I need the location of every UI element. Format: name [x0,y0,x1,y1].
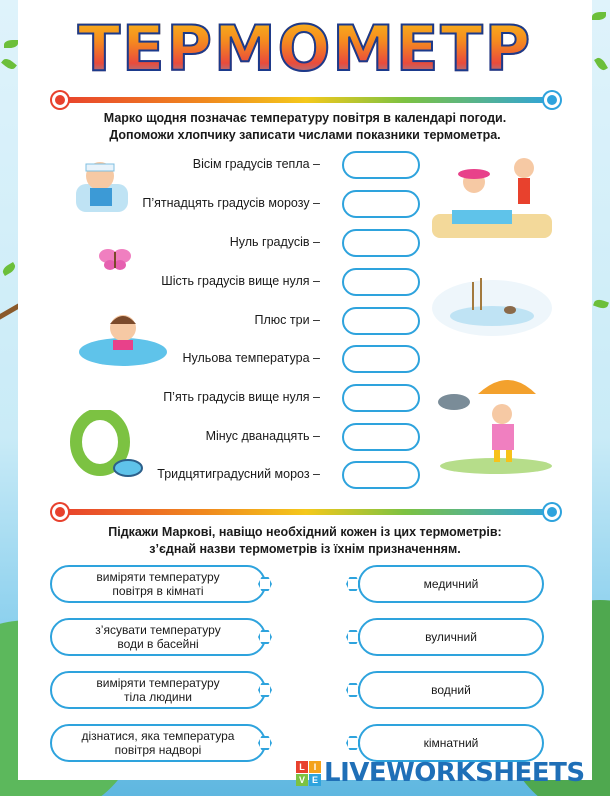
divider-dot-right [544,92,560,108]
answer-input-5[interactable] [342,307,420,335]
leaf-decoration [1,56,17,71]
answer-input-4[interactable] [342,268,420,296]
thermometer-item-4[interactable]: кімнатний [358,724,544,762]
temperature-label: П’ятнадцять градусів морозу – [142,196,320,210]
rainbow-divider-top [58,97,554,103]
rain-girl-illustration [436,370,556,474]
purpose-text-line2: тіла людини [124,690,192,704]
temperature-label: Вісім градусів тепла – [192,157,320,171]
logo-mark-icon [296,761,321,786]
task1-instruction-line2: Допоможи хлопчику записати числами показники термометра. [109,128,501,142]
purpose-text-line1: дізнатися, яка температура [81,729,235,743]
temperature-label: П’ять градусів вище нуля – [163,390,320,404]
sick-boy-illustration [66,148,136,218]
logo-mark-letter: E [309,774,321,786]
swim-ring-and-mask-illustration [70,410,150,486]
temperature-label: Шість градусів вище нуля – [161,274,320,288]
thermometer-item-2[interactable]: вуличний [358,618,544,656]
logo-mark-letter: V [296,774,308,786]
divider-dot-right [544,504,560,520]
temperature-label: Плюс три – [254,313,320,327]
page-title: ТЕРМОМЕТР [18,12,592,85]
answer-input-6[interactable] [342,345,420,373]
purpose-item-3[interactable] [50,671,266,709]
answer-input-2[interactable] [342,190,420,218]
leaf-decoration [4,40,18,48]
purpose-text-line1: з’ясувати температуру [95,623,221,637]
beach-children-illustration [432,150,552,240]
purpose-text-line2: повітря в кімнаті [112,584,204,598]
purpose-item-1[interactable] [50,565,266,603]
temperature-label: Тридцятиградусний мороз – [157,467,320,481]
task1-instruction [38,110,572,144]
purpose-text-line1: виміряти температуру [96,570,220,584]
task2-instruction-line1: Підкажи Маркові, навіщо необхідний кожен із цих термометрів: [108,525,502,539]
logo-mark-letter: I [309,761,321,773]
answer-input-8[interactable] [342,423,420,451]
rainbow-divider-middle [58,509,554,515]
worksheet-paper [18,0,592,780]
liveworksheets-logo[interactable] [296,758,585,788]
butterfly-icon [98,246,132,272]
leaf-decoration [594,56,608,72]
thermometer-item-1[interactable]: медичний [358,565,544,603]
task2-instruction-line2: з’єднай назви термометрів із їхнім призначенням. [149,542,461,556]
temperature-label: Нуль градусів – [229,235,320,249]
purpose-text-line1: виміряти температуру [96,676,220,690]
purpose-item-2[interactable] [50,618,266,656]
leaf-decoration [592,12,606,20]
purpose-text-line2: води в басейні [117,637,199,651]
leaf-decoration [1,262,17,276]
divider-dot-left [52,504,68,520]
leaf-decoration [593,298,609,310]
temperature-label: Мінус дванадцять – [205,429,320,443]
swimming-girl-illustration [78,300,168,370]
logo-mark-letter: L [296,761,308,773]
temperature-label: Нульова температура – [182,351,320,365]
purpose-text-line2: повітря надворі [114,743,202,757]
winter-scene-illustration [432,272,552,336]
divider-dot-left [52,92,68,108]
task1-instruction-line1: Марко щодня позначає температуру повітря в календарі погоди. [103,111,507,125]
answer-input-1[interactable] [342,151,420,179]
answer-input-3[interactable] [342,229,420,257]
purpose-item-4[interactable] [50,724,266,762]
answer-input-9[interactable] [342,461,420,489]
logo-text: LIVEWORKSHEETS [324,758,585,788]
task2-instruction [38,524,572,558]
answer-input-7[interactable] [342,384,420,412]
thermometer-item-3[interactable]: водний [358,671,544,709]
